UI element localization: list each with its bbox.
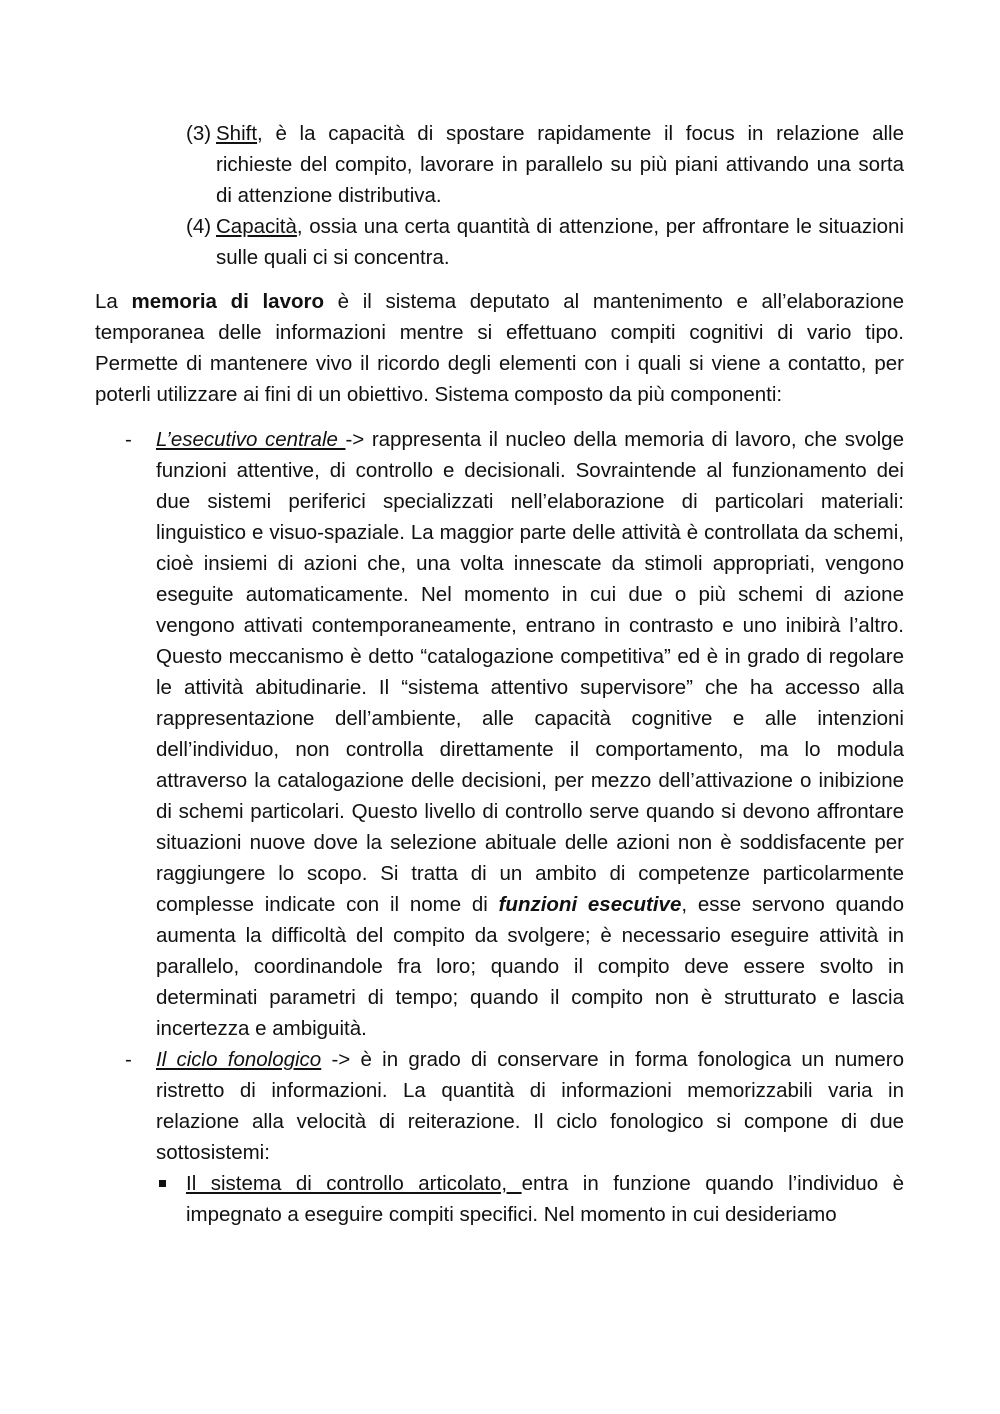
numbered-list [186,118,904,273]
numbered-item [186,118,904,211]
bullet-term: L’esecutivo centrale [156,428,346,451]
bold-italic-term: funzioni esecutive [498,893,682,916]
item-text: , ossia una certa quantità di attenzione, per affrontare le situazioni sulle quali ci si concentra. [216,215,904,269]
item-text: , è la capacità di spostare rapidamente il focus in relazione alle richieste del compito, lavorare in parallelo su più piani attivando una sorta di attenzione distributiva. [216,122,904,207]
dash-marker: - [125,1048,132,1071]
item-term: Shift [216,122,258,145]
sub-bullet-term: Il sistema di controllo articolato, [186,1172,522,1195]
item-number: (4) [186,215,212,238]
bullet-item: - Il ciclo fonologico -> è in grado di conservare in forma fonologica un numero ristretto di informazioni. La quantità di informazioni memorizzabili varia in relazione alla velocità di reiterazione. Il ciclo fonologico si compone di due sottosistemi: Il sistema di controllo articolato, entra in funzione quando l’individuo è impegnato a eseguire compiti specifici. Nel momento in cui desideriamo [121,1044,904,1230]
dash-marker: - [125,428,132,451]
item-term: Capacità [216,215,297,238]
bullet-term: Il ciclo fonologico [156,1048,322,1071]
sub-bullet-item: Il sistema di controllo articolato, entra in funzione quando l’individuo è impegnato a eseguire compiti specifici. Nel momento in cui desideriamo [156,1168,904,1230]
bullet-list [121,424,904,1230]
square-bullet-icon [159,1180,166,1187]
bullet-item: - L’esecutivo centrale -> rappresenta il nucleo della memoria di lavoro, che svolge funzioni attentive, di controllo e decisionali. Sovraintende al funzionamento dei due sistemi periferici specializzati nell’elaborazione di particolari materiali: linguistico e visuo-spaziale. La maggior parte delle attività è controllata da schemi, cioè insiemi di azioni che, una volta innescate da stimoli appropriati, vengono eseguite automaticamente. Nel momento in cui due o più schemi di azione vengono attivati contemporaneamente, entrano in contrasto e uno inibirà l’altro. Questo meccanismo è detto “catalogazione competitiva” ed è in grado di regolare le attività abitudinarie. Il “sistema attentivo supervisore” che ha accesso alla rappresentazione dell’ambiente, alle capacità cognitive e alle intenzioni dell’individuo, non controlla direttamente il comportamento, ma lo modula attraverso la catalogazione delle decisioni, per mezzo dell’attivazione o inibizione di schemi particolari. Questo livello di controllo serve quando si devono affrontare situazioni nuove dove la selezione abituale delle azioni non è soddisfacente per raggiungere lo scopo. Si tratta di un ambito di competenze particolarmente complesse indicate con il nome di funzioni esecutive, esse servono quando aumenta la difficoltà del compito da svolgere; è necessario eseguire attività in parallelo, coordinandole fra loro; quando il compito deve essere svolto in determinati parametri di tempo; quando il compito non è strutturato e lascia incertezza e ambiguità. [121,424,904,1044]
numbered-item [186,211,904,273]
item-number: (3) [186,122,212,145]
body-paragraph: La memoria di lavoro è il sistema deputato al mantenimento e all’elaborazione temporanea delle informazioni mentre si effettuano compiti cognitivi di vario tipo. Permette di mantenere vivo il ricordo degli elementi con i quali si viene a contatto, per poterli utilizzare ai fini di un obiettivo. Sistema composto da più componenti: [95,290,904,406]
bold-term: memoria di lavoro [131,290,324,313]
